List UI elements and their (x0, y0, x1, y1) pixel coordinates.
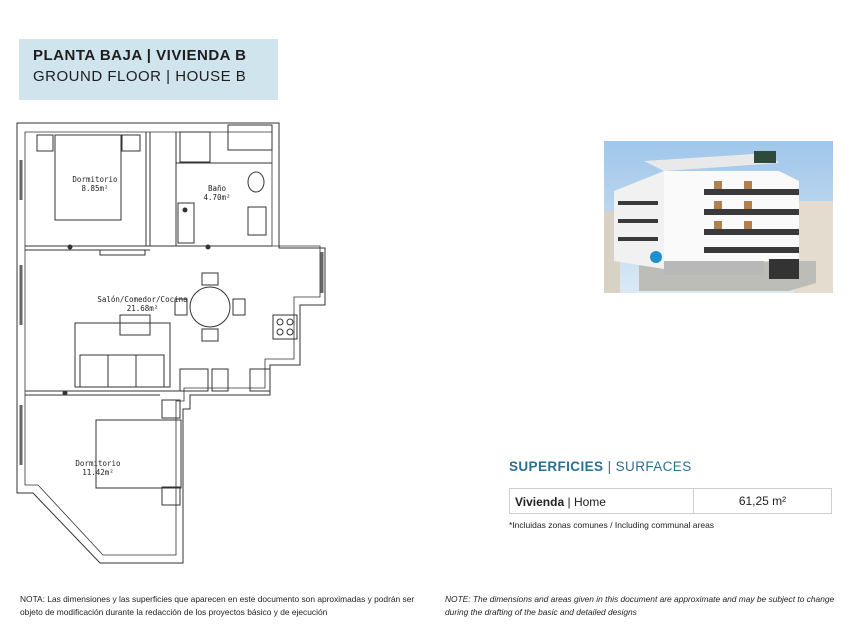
surfaces-row-label-en: Home (573, 495, 606, 509)
surfaces-row-label-es: Vivienda (515, 495, 565, 509)
surfaces-title-en: SURFACES (615, 459, 692, 474)
room-bedroom-bottom-area: 11.42m² (82, 468, 114, 477)
bed-bottom (96, 420, 181, 488)
dining-table (190, 287, 230, 327)
title-spanish: PLANTA BAJA | VIVIENDA B (33, 47, 247, 64)
surfaces-row-label (515, 495, 606, 509)
room-bedroom-top (60, 175, 130, 193)
shower (180, 132, 210, 162)
surfaces-title-separator: | (603, 459, 616, 474)
building-render (604, 141, 833, 293)
note-english: NOTE: The dimensions and areas given in this document are approximate and may be subject to change during the drafting of the basic and detailed designs (445, 594, 835, 617)
room-bedroom-bottom (68, 459, 128, 477)
room-bedroom-bottom-name: Dormitorio (75, 459, 121, 468)
room-living-name: Salón/Comedor/Cocina (97, 295, 188, 304)
surfaces-title-es: SUPERFICIES (509, 459, 604, 474)
note-spanish: NOTA: Las dimensiones y las superficies que aparecen en este documento son aproximadas y podrán ser objeto de modificación durante la redacción de los proyectos básico y de ejecución (20, 594, 415, 617)
surfaces-table (509, 488, 832, 514)
interior-wall-outline (25, 132, 320, 555)
cabinet-top (228, 125, 272, 150)
title-box (19, 39, 278, 100)
room-living (95, 295, 190, 313)
surfaces-row-value: 61,25 m² (738, 494, 787, 508)
floor-plan-drawing (0, 115, 345, 575)
room-bedroom-top-name: Dormitorio (72, 175, 118, 184)
surfaces-title (509, 459, 692, 474)
title-english: GROUND FLOOR | HOUSE B (33, 68, 247, 85)
toilet (248, 172, 264, 192)
coffee-table (120, 315, 150, 335)
room-bathroom-name: Baño (207, 184, 227, 193)
hob (273, 315, 297, 339)
floor-plan (0, 115, 345, 575)
building-render-image (604, 141, 833, 293)
surfaces-note: *Incluidas zonas comunes / Including communal areas (509, 520, 715, 530)
room-bathroom (192, 184, 242, 202)
room-bathroom-area: 4.70m² (203, 193, 231, 202)
room-living-area: 21.68m² (126, 304, 159, 313)
surfaces-row-label-sep: | (564, 495, 574, 509)
room-bedroom-top-area: 8.85m² (81, 184, 109, 193)
